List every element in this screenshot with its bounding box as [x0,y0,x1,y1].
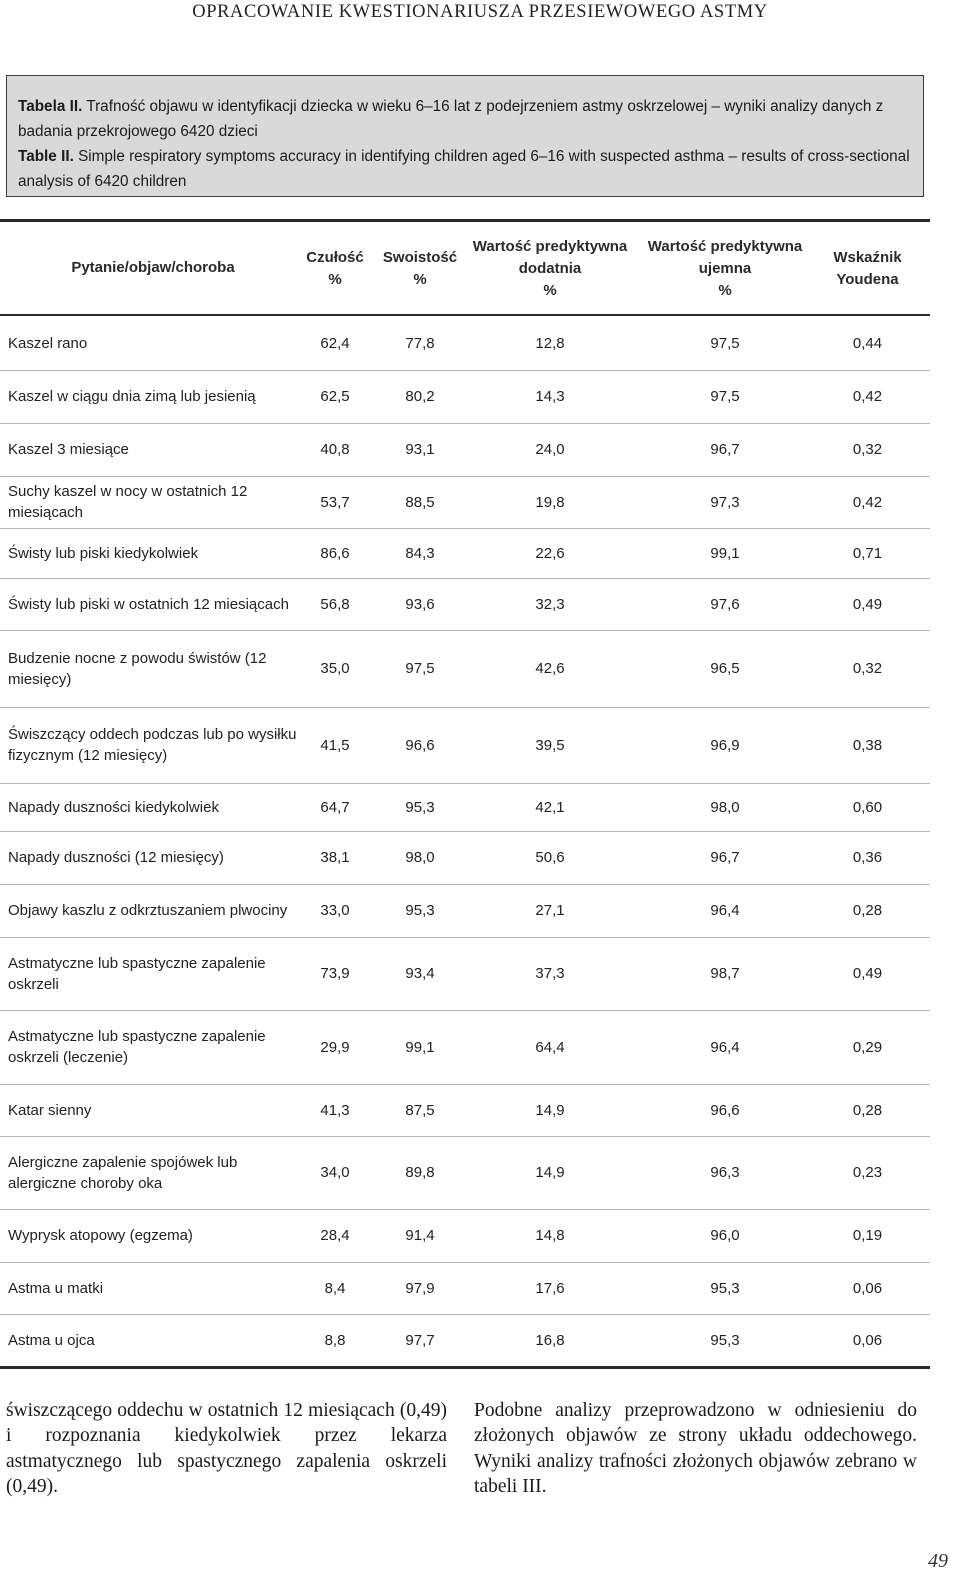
cell-npv: 96,0 [710,1227,740,1244]
table-row [0,1314,930,1366]
cell-ppv: 32,3 [535,595,565,613]
header-sensitivity-label: Czułość [306,249,364,266]
header-npv-label: Wartość predyktywna [647,238,803,255]
cell-ppv: 22,6 [535,544,565,562]
table-row [0,1209,930,1263]
row-label: Astma u matki [8,1279,104,1297]
cell-sensitivity: 62,4 [320,334,350,352]
row-label: Wyprysk atopowy (egzema) [8,1227,193,1244]
cell-specificity: 98,0 [405,849,435,866]
header-specificity-unit: % [413,271,427,288]
cell-youden: 0,71 [852,544,883,562]
header-npv-unit: % [718,282,732,299]
cell-ppv: 14,8 [535,1227,565,1244]
table-row [0,370,930,424]
cell-youden: 0,42 [852,493,883,511]
cell-ppv: 42,6 [535,660,565,677]
cell-youden: 0,29 [852,1038,883,1056]
header-sensitivity [300,247,370,291]
cell-sensitivity: 28,4 [320,1227,350,1244]
table-row [0,316,930,371]
caption-pl-label: Tabela II. [18,98,83,115]
table-row [0,1010,930,1085]
caption-pl-text: Trafność objawu w identyfikacji dziecka w wieku 6–16 lat z podejrzeniem astmy oskrzelowej – wyniki analizy danych z badania przekrojowego 6420 dzieci [18,98,884,140]
cell-sensitivity: 38,1 [320,849,350,866]
header-specificity [375,247,465,291]
body-text-right: Podobne analizy przeprowadzono w odniesieniu do złożonych objawów ze strony układu oddechowego. Wyniki analizy trafności złożonych objawów zebrano w tabeli III. [474,1400,917,1497]
cell-npv: 98,0 [710,798,740,816]
cell-sensitivity: 73,9 [320,965,350,982]
cell-specificity: 97,7 [405,1331,435,1349]
table-row [0,1084,930,1137]
cell-youden: 0,32 [852,660,883,677]
table-row [0,831,930,885]
row-label: Świsty lub piski kiedykolwiek [8,544,199,562]
cell-npv: 96,5 [710,660,740,677]
cell-specificity: 88,5 [405,493,435,511]
cell-npv: 98,7 [710,965,740,982]
cell-youden: 0,32 [852,441,883,458]
cell-youden: 0,38 [852,736,883,754]
caption-english [18,144,913,194]
cell-specificity: 97,9 [405,1279,435,1297]
cell-npv: 99,1 [710,544,740,562]
cell-youden: 0,23 [852,1164,883,1181]
cell-youden: 0,49 [852,595,883,613]
cell-ppv: 17,6 [535,1279,565,1297]
table-caption [6,75,924,197]
cell-specificity: 97,5 [405,660,435,677]
table-row [0,783,930,832]
running-head: OPRACOWANIE KWESTIONARIUSZA PRZESIEWOWEGO ASTMY [192,2,768,22]
cell-npv: 97,6 [710,595,740,613]
row-label: Suchy kaszel w nocy w ostatnich 12 miesiącach [8,483,248,521]
row-label: Kaszel rano [8,334,88,352]
cell-sensitivity: 34,0 [320,1164,350,1181]
cell-youden: 0,06 [852,1279,883,1297]
cell-sensitivity: 33,0 [320,902,350,919]
cell-youden: 0,44 [852,334,883,352]
cell-ppv: 14,9 [535,1164,565,1181]
cell-specificity: 87,5 [405,1101,435,1119]
table-row [0,1262,930,1315]
row-label: Świszczący oddech podczas lub po wysiłku fizycznym (12 miesięcy) [8,726,297,764]
cell-sensitivity: 8,8 [324,1331,346,1349]
header-sensitivity-unit: % [328,271,342,288]
cell-npv: 96,4 [710,1038,740,1056]
cell-npv: 97,3 [710,493,740,511]
cell-sensitivity: 35,0 [320,660,350,677]
cell-ppv: 50,6 [535,849,565,866]
table-row [0,884,930,938]
cell-npv: 96,3 [710,1164,740,1181]
row-label: Katar sienny [8,1101,92,1119]
cell-sensitivity: 41,3 [320,1101,350,1119]
cell-npv: 96,4 [710,902,740,919]
table-top-rule [0,219,930,222]
cell-npv: 95,3 [710,1331,740,1349]
cell-youden: 0,28 [852,1101,883,1119]
row-label: Kaszel 3 miesiące [8,441,129,458]
header-ppv-label-2: dodatnia [518,260,582,277]
header-npv [635,236,815,302]
cell-specificity: 93,6 [405,595,435,613]
cell-npv: 97,5 [710,334,740,352]
cell-npv: 97,5 [710,388,740,405]
body-text-left: świszczącego oddechu w ostatnich 12 miesiącach (0,49) i rozpoznania kiedykolwiek przez lekarza astmatycznego lub spastycznego zapalenia oskrzeli (0,49). [6,1400,447,1497]
cell-ppv: 64,4 [535,1038,565,1056]
header-youden-label: Wskaźnik [833,249,902,266]
table-bottom-rule [0,1366,930,1369]
caption-polish [18,94,913,144]
cell-specificity: 95,3 [405,902,435,919]
cell-ppv: 27,1 [535,902,565,919]
cell-sensitivity: 62,5 [320,388,350,405]
header-npv-label-2: ujemna [698,260,752,277]
header-question: Pytanie/objaw/choroba [71,259,235,276]
header-ppv-unit: % [543,282,557,299]
table-row [0,476,930,529]
cell-specificity: 89,8 [405,1164,435,1181]
cell-specificity: 96,6 [405,736,435,754]
cell-specificity: 91,4 [405,1227,435,1244]
cell-sensitivity: 29,9 [320,1038,350,1056]
cell-ppv: 39,5 [535,736,565,754]
cell-ppv: 37,3 [535,965,565,982]
row-label: Astma u ojca [8,1331,95,1349]
cell-specificity: 77,8 [405,334,435,352]
cell-youden: 0,06 [852,1331,883,1349]
table-row [0,423,930,477]
cell-sensitivity: 8,4 [324,1279,346,1297]
cell-sensitivity: 86,6 [320,544,350,562]
row-label: Objawy kaszlu z odkrztuszaniem plwociny [8,902,288,919]
cell-specificity: 93,4 [405,965,435,982]
row-label: Napady duszności kiedykolwiek [8,798,219,816]
table-row [0,937,930,1011]
header-ppv [460,236,640,302]
cell-ppv: 14,9 [535,1101,565,1119]
cell-sensitivity: 53,7 [320,493,350,511]
cell-youden: 0,28 [852,902,883,919]
header-specificity-label: Swoistość [382,249,458,266]
row-label: Kaszel w ciągu dnia zimą lub jesienią [8,388,256,405]
cell-npv: 96,9 [710,736,740,754]
table-row [0,1136,930,1210]
cell-ppv: 24,0 [535,441,565,458]
cell-npv: 96,7 [710,441,740,458]
table-row [0,707,930,784]
cell-youden: 0,42 [852,388,883,405]
cell-youden: 0,36 [852,849,883,866]
table-row [0,578,930,631]
row-label: Astmatyczne lub spastyczne zapalenie oskrzeli (leczenie) [8,1028,266,1066]
cell-specificity: 84,3 [405,544,435,562]
cell-specificity: 93,1 [405,441,435,458]
row-label: Świsty lub piski w ostatnich 12 miesiącach [8,595,289,613]
cell-npv: 96,6 [710,1101,740,1119]
header-youden [815,247,920,291]
cell-sensitivity: 41,5 [320,736,350,754]
cell-ppv: 42,1 [535,798,565,816]
page-number: 49 [928,1550,948,1572]
row-label: Napady duszności (12 miesięcy) [8,849,224,866]
cell-ppv: 12,8 [535,334,565,352]
cell-specificity: 80,2 [405,388,435,405]
caption-en-text: Simple respiratory symptoms accuracy in identifying children aged 6–16 with suspected asthma – results of cross-sectional analysis of 6420 children [18,148,910,190]
header-ppv-label: Wartość predyktywna [472,238,628,255]
cell-specificity: 95,3 [405,798,435,816]
cell-youden: 0,49 [852,965,883,982]
cell-youden: 0,19 [852,1227,883,1244]
cell-ppv: 19,8 [535,493,565,511]
row-label: Alergiczne zapalenie spojówek lub alergiczne choroby oka [8,1153,238,1192]
row-label: Astmatyczne lub spastyczne zapalenie oskrzeli [8,954,266,993]
cell-youden: 0,60 [852,798,883,816]
cell-specificity: 99,1 [405,1038,435,1056]
cell-sensitivity: 64,7 [320,798,350,816]
cell-npv: 96,7 [710,849,740,866]
table-row [0,528,930,579]
cell-sensitivity: 56,8 [320,595,350,613]
caption-en-label: Table II. [18,148,74,165]
table-row [0,630,930,708]
cell-sensitivity: 40,8 [320,441,350,458]
cell-ppv: 16,8 [535,1331,565,1349]
header-youden-label-2: Youdena [836,271,899,288]
cell-ppv: 14,3 [535,388,565,405]
row-label: Budzenie nocne z powodu świstów (12 miesięcy) [8,649,267,688]
cell-npv: 95,3 [710,1279,740,1297]
